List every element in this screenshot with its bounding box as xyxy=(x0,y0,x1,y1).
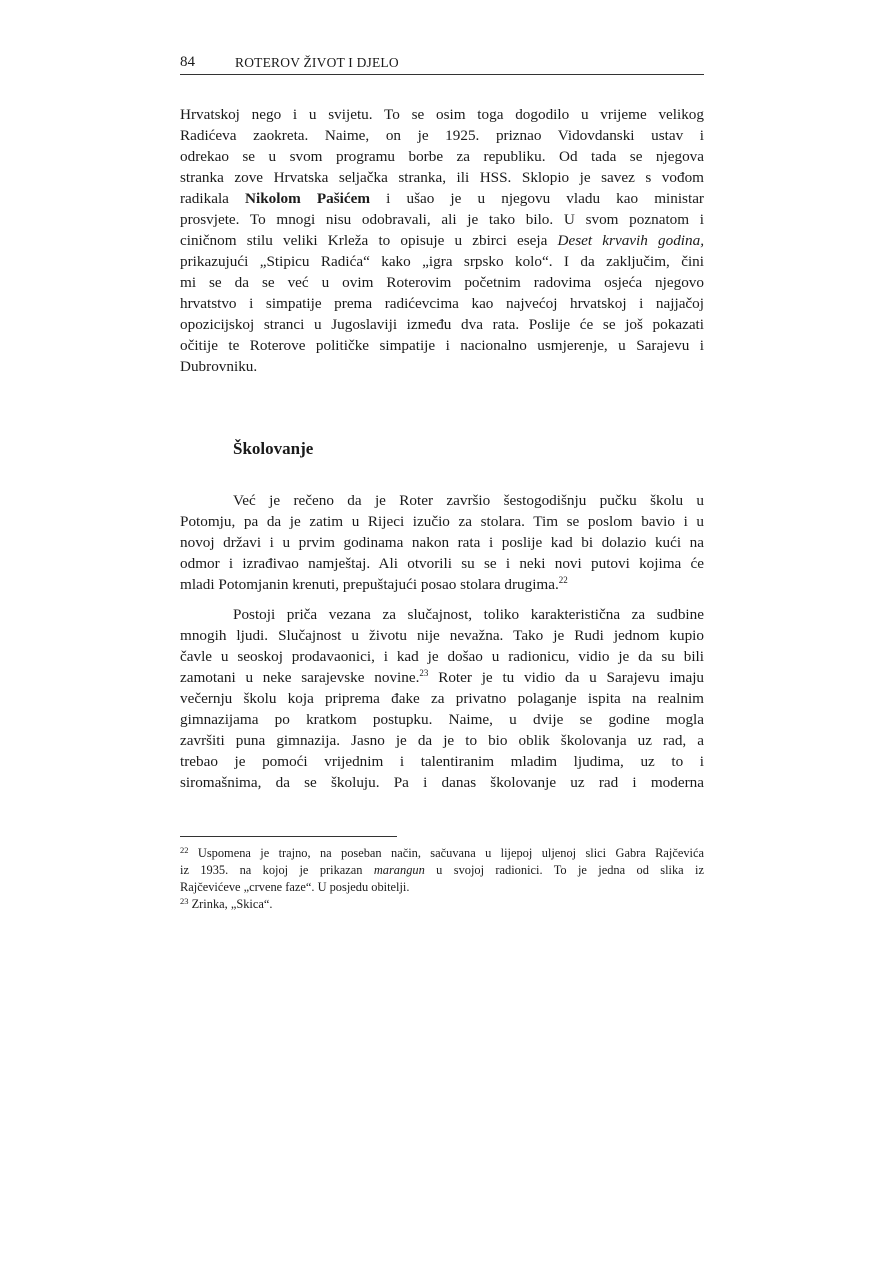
text-line: večernju školu koja priprema đake za privatno polaganje ispita na realnim xyxy=(180,690,704,707)
bold-name: Nikolom Pašićem xyxy=(245,190,370,207)
footnote-22-line: Rajčevićeve „crvene faze“. U posjedu obitelji. xyxy=(180,880,410,894)
text-span: zamotani u neke sarajevske novine. xyxy=(180,669,420,686)
text-line: Potomju, pa da je zatim u Rijeci izučio za stolara. Tim se poslom bavio i u xyxy=(180,513,704,530)
text-line: odmor i izrađivao namještaj. Ali otvorili su se i neki novi putovi kojima će xyxy=(180,555,704,572)
book-title: Deset krvavih godina, xyxy=(557,232,705,249)
text-line xyxy=(180,230,704,251)
text-span: u svojoj radionici. To je jedna od slika iz xyxy=(424,863,704,877)
text-span: ciničnom stilu veliki Krleža to opisuje u zbirci eseja xyxy=(180,232,558,249)
text-line: novoj državi i u prvim godinama nakon rata i poslije kad bi dolazio kući na xyxy=(180,534,704,551)
text-line: stranka zove Hrvatska seljačka stranka, ili HSS. Sklopio je savez s vođom xyxy=(180,169,704,186)
text-line: prikazujući „Stipicu Radića“ kako „igra srpsko kolo“. I da zaključim, čini xyxy=(180,253,704,270)
footnote-ref-22[interactable]: 22 xyxy=(558,575,568,585)
text-line xyxy=(180,574,704,595)
text-line: odrekao se u svom programu borbe za republiku. Od tada se njegova xyxy=(180,148,704,165)
text-line: opozicijskoj stranci u Jugoslaviji između dva rata. Poslije će se još pokazati xyxy=(180,316,704,333)
footnote-text: Uspomena je trajno, na poseban način, sačuvana u lijepoj uljenoj slici Gabra Rajčevića xyxy=(197,846,704,860)
text-line: hrvatstvo i simpatije prema radićevcima kao najvećoj hrvatskoj i najjačoj xyxy=(180,295,704,312)
text-line: očitije te Roterove političke simpatije i nacionalno usmjerenje, u Sarajevu i xyxy=(180,337,704,354)
footnote-22 xyxy=(180,845,704,862)
text-line: Već je rečeno da je Roter završio šestogodišnju pučku školu u xyxy=(233,492,704,509)
footnote-separator xyxy=(180,836,397,837)
text-line: Radićeva zaokreta. Naime, on je 1925. priznao Vidovdanski ustav i xyxy=(180,127,704,144)
text-line: trebao je pomoći vrijednim i talentiranim mladim ljudima, uz to i xyxy=(180,753,704,770)
text-line: gimnazijama po kratkom postupku. Naime, u dvije se godine mogla xyxy=(180,711,704,728)
footnote-22-line xyxy=(180,862,704,879)
text-line: siromašnima, da se školuju. Pa i danas školovanje uz rad i moderna xyxy=(180,774,704,791)
text-span: i ušao je u njegovu vladu kao ministar xyxy=(370,190,704,207)
text-line: završiti puna gimnazija. Jasno je da je to bio oblik školovanja uz rad, a xyxy=(180,732,704,749)
footnote-mark: 22 xyxy=(180,845,189,855)
page-number: 84 xyxy=(180,54,195,70)
text-line: čavle u seoskoj prodavaonici, i kad je došao u radionicu, vidio je da su bili xyxy=(180,648,704,665)
text-line: Hrvatskoj nego i u svijetu. To se osim toga dogodilo u vrijeme velikog xyxy=(180,106,704,123)
italic-term: marangun xyxy=(373,863,425,877)
text-line: prosvjete. To mnogi nisu odobravali, ali je tako bilo. U svom poznatom i xyxy=(180,211,704,228)
page-header xyxy=(180,54,704,74)
text-line: mnogih ljudi. Slučajnost u životu nije nevažna. Tako je Rudi jednom kupio xyxy=(180,627,704,644)
text-line: mi se da se već u ovim Roterovim početnim radovima osjeća njegovo xyxy=(180,274,704,291)
text-span: Roter je tu vidio da u Sarajevu imaju xyxy=(428,669,705,686)
text-line xyxy=(180,667,704,688)
footnote-mark: 23 xyxy=(180,896,189,906)
text-line xyxy=(180,188,704,209)
text-span: mladi Potomjanin krenuti, prepuštajući posao stolara drugima. xyxy=(180,576,559,593)
text-line: Dubrovniku. xyxy=(180,358,258,375)
section-heading: Školovanje xyxy=(233,439,314,458)
text-line: Postoji priča vezana za slučajnost, toliko karakteristična za sudbine xyxy=(233,606,704,623)
text-span: iz 1935. na kojoj je prikazan xyxy=(180,863,374,877)
header-rule xyxy=(180,74,704,75)
footnote-text: Zrinka, „Skica“. xyxy=(191,897,273,911)
footnote-23 xyxy=(180,896,704,913)
footnote-ref-23[interactable]: 23 xyxy=(419,668,429,678)
running-title: ROTEROV ŽIVOT I DJELO xyxy=(235,55,399,70)
text-span: radikala xyxy=(180,190,246,207)
